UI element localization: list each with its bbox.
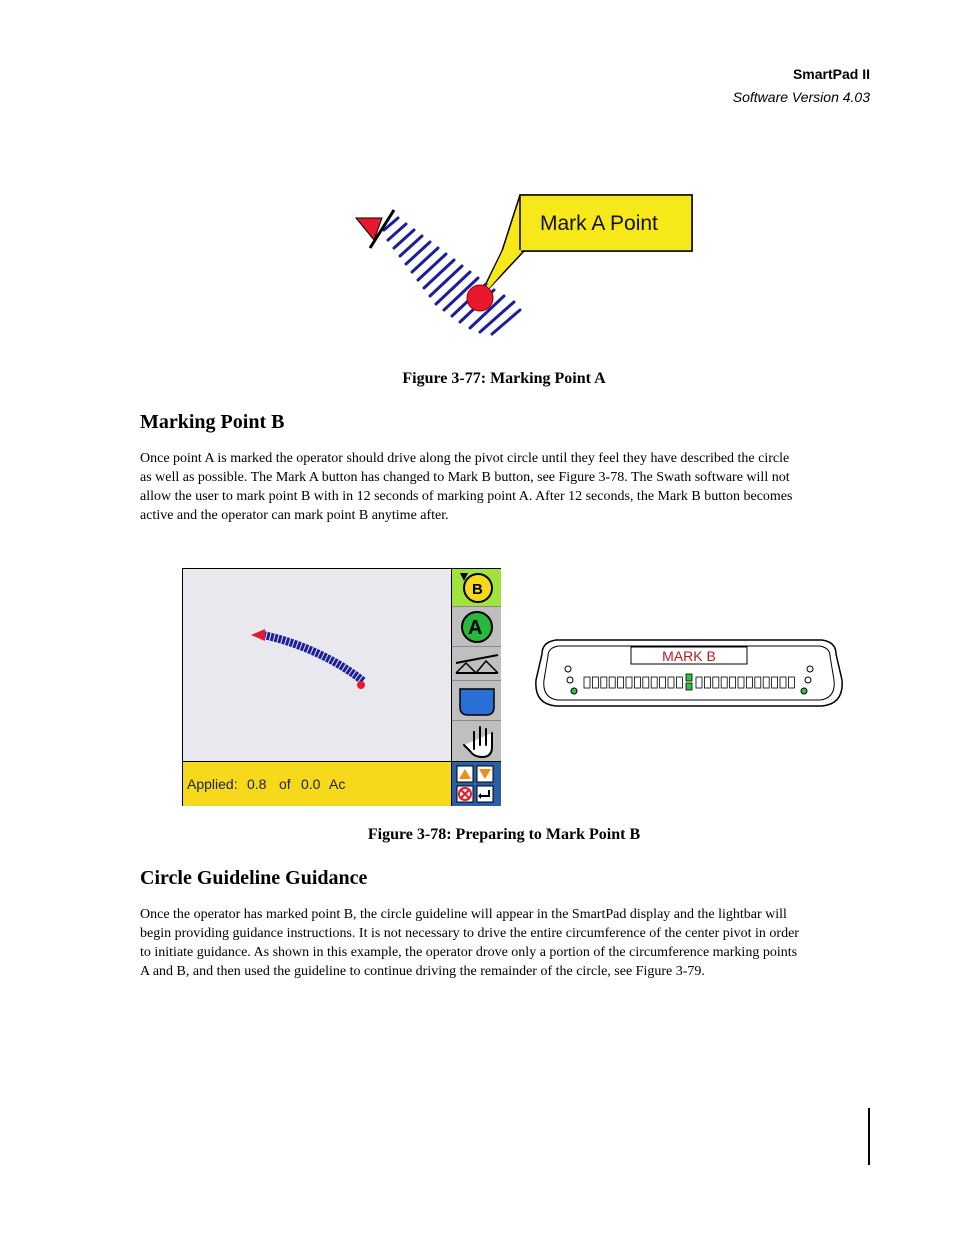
paragraph-line: as well as possible. The Mark A button has changed to Mark B button, see Figure 3-78. The Swath software will not — [140, 470, 790, 485]
status-unit: Ac — [329, 776, 346, 792]
boom-button[interactable] — [452, 647, 501, 681]
status-bar — [183, 761, 451, 806]
figure-78-caption: Figure 3-78: Preparing to Mark Point B — [367, 826, 641, 843]
lightbar-segment — [676, 677, 682, 688]
paragraph-line: Once the operator has marked point B, the circle guideline will appear in the SmartPad display and the lightbar will — [140, 907, 787, 922]
vehicle-arrow — [251, 629, 265, 641]
status-label: Applied: — [187, 776, 238, 792]
heading-marking-point-b: Marking Point B — [140, 411, 285, 433]
paragraph-line: allow the user to mark point B with in 12 seconds of marking point A. After 12 seconds, the Mark B button becomes — [140, 489, 793, 504]
paragraph-line: active and the operator can mark point B anytime after. — [140, 508, 449, 523]
lightbar-segment — [780, 677, 786, 688]
lightbar-text: MARK B — [662, 648, 716, 664]
status-total: 0.0 — [301, 776, 321, 792]
lightbar-segment — [609, 677, 615, 688]
lightbar-led — [567, 677, 573, 683]
nav-pad — [452, 761, 501, 806]
point-a-marker — [357, 681, 365, 689]
figure-77-illustration — [352, 190, 697, 340]
paragraph-circle-guideline — [140, 905, 870, 981]
lightbar-segment — [721, 677, 727, 688]
svg-text:B: B — [472, 581, 483, 598]
paragraph-line: Once point A is marked the operator should drive along the pivot circle until they feel they have described the circle — [140, 451, 790, 466]
lightbar-segment — [618, 677, 624, 688]
lightbar-segment — [755, 677, 761, 688]
mark-a-icon — [452, 607, 501, 647]
lightbar-led — [805, 677, 811, 683]
lightbar — [532, 634, 846, 712]
lightbar-segment — [668, 677, 674, 688]
heading-circle-guideline: Circle Guideline Guidance — [140, 867, 368, 889]
mark-b-button[interactable] — [452, 569, 501, 607]
lightbar-led — [807, 666, 813, 672]
svg-text:A: A — [468, 617, 483, 639]
lightbar-center-segment — [686, 674, 692, 681]
figure-77-caption: Figure 3-77: Marking Point A — [402, 370, 606, 387]
field-boundary-button[interactable] — [452, 681, 501, 721]
lightbar-segment — [696, 677, 702, 688]
lightbar-segment — [788, 677, 794, 688]
paragraph-marking-point-b — [140, 449, 870, 525]
lightbar-segment — [626, 677, 632, 688]
lightbar-led-active — [571, 688, 577, 694]
lightbar-segment — [763, 677, 769, 688]
paragraph-line: begin providing guidance instructions. It is not necessary to drive the entire circumference of the center pivot in order — [140, 926, 799, 941]
paragraph-line: to initiate guidance. As shown in this example, the operator drove only a portion of the circumference marking points — [140, 945, 798, 960]
boom-icon — [452, 647, 501, 681]
point-a-marker — [467, 285, 493, 311]
lightbar-segment — [601, 677, 607, 688]
lightbar-segment — [643, 677, 649, 688]
lightbar-segment — [651, 677, 657, 688]
change-bar — [868, 1108, 870, 1165]
lightbar-segment — [746, 677, 752, 688]
lightbar-segment — [730, 677, 736, 688]
lightbar-segment — [704, 677, 710, 688]
lightbar-segment — [713, 677, 719, 688]
manual-button[interactable] — [452, 721, 501, 761]
hand-icon — [452, 721, 501, 761]
header-product: SmartPad II — [792, 66, 870, 82]
lightbar-segment — [772, 677, 778, 688]
smartpad-screen — [182, 568, 501, 806]
boundary-icon — [452, 681, 501, 721]
status-applied: 0.8 — [247, 776, 267, 792]
enter-button[interactable] — [477, 786, 493, 802]
header-version: Software Version 4.03 — [732, 89, 870, 105]
swath-path — [263, 635, 363, 681]
lightbar-segment — [660, 677, 666, 688]
lightbar-led — [565, 666, 571, 672]
paragraph-line: A and B, and then used the guideline to continue driving the remainder of the circle, see Figure 3-79. — [140, 964, 705, 979]
mark-b-icon — [452, 569, 501, 607]
tool-column — [451, 569, 501, 805]
map-view — [183, 569, 451, 761]
lightbar-led-active — [801, 688, 807, 694]
lightbar-segment — [738, 677, 744, 688]
nav-pad-icons — [452, 762, 501, 806]
mark-a-button[interactable] — [452, 607, 501, 647]
callout-text: Mark A Point — [540, 212, 658, 235]
lightbar-center-segment — [686, 683, 692, 690]
lightbar-segment — [584, 677, 590, 688]
lightbar-segment — [592, 677, 598, 688]
lightbar-segment — [634, 677, 640, 688]
status-of: of — [279, 776, 291, 792]
